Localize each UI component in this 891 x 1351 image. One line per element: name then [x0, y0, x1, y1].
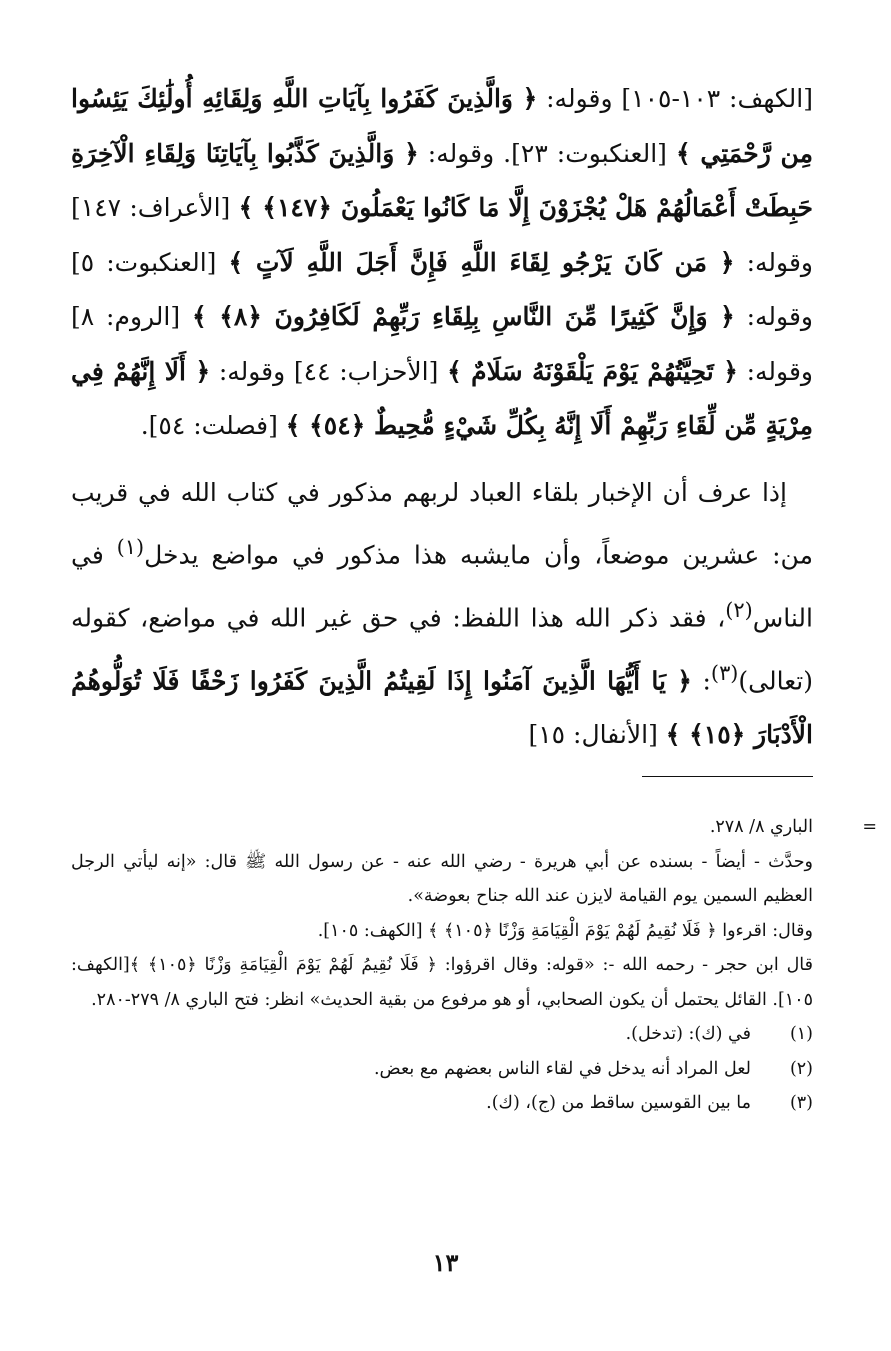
footnote-continuation-line: قال ابن حجر - رحمه الله -: «قوله: وقال اقرؤوا: ﴿ فَلَا نُقِيمُ لَهُمْ يَوْمَ الْقِيَامَةِ وَزْنًا ﴿١٠٥﴾ ﴾[الكهف: ١٠٥]. القائل يحتمل أن يكون الصحابي، أو هو مرفوع من بقية الحديث» انظر: فتح الباري ٨/ ٢٧٩-٢٨٠. — [71, 955, 813, 1010]
footnote-3 — [71, 1086, 813, 1121]
paragraph-1 — [71, 72, 813, 454]
footnote-2 — [71, 1052, 813, 1087]
footnote-continuation-line: وقال: اقرءوا ﴿ فَلَا نُقِيمُ لَهُمْ يَوْمَ الْقِيَامَةِ وَزْنًا ﴿١٠٥﴾ ﴾ [الكهف: ١٠٥]. — [317, 920, 813, 941]
page-number: ١٣ — [432, 1248, 459, 1277]
text-run: [الأعراف: ١٤٧] وقوله: — [71, 193, 813, 277]
quran-verse: ﴿ تَحِيَّتُهُمْ يَوْمَ يَلْقَوْنَهُ سَلَامٌ ﴾ — [447, 356, 738, 386]
paragraph-2 — [71, 466, 813, 763]
footnotes — [71, 810, 877, 1121]
footnote-ref: (١) — [116, 535, 145, 559]
text-run: [الروم: ٨] وقوله: — [71, 302, 813, 386]
text-run: في الناس — [71, 540, 813, 633]
footnote-text: لعل المراد أنه يدخل في لقاء الناس بعضهم مع بعض. — [373, 1058, 751, 1079]
text-run: [الأنفال: ١٥] — [528, 720, 666, 750]
footnote-number: (٣) — [789, 1093, 813, 1113]
quran-verse: ﴿ وَإِنَّ كَثِيرًا مِّنَ النَّاسِ بِلِقَاءِ رَبِّهِمْ لَكَافِرُونَ ﴿٨﴾ ﴾ — [191, 302, 735, 331]
footnote-ref: (٢) — [725, 597, 753, 622]
text-run: [فصلت: ٥٤]. — [140, 411, 286, 440]
text-run: إذا عرف أن الإخبار بلقاء العباد لربهم مذكور في كتاب الله في قريب من: عشرين موضعاً، وأن مايشبه هذا مذكور في مواضع يدخل — [71, 477, 813, 570]
quran-verse: ﴿ مَن كَانَ يَرْجُو لِقَاءَ اللَّهِ فَإِنَّ أَجَلَ اللَّهِ لَآتٍ ﴾ — [228, 247, 735, 277]
text-run: : — [691, 665, 711, 695]
quran-verse: ﴿ أَلَا إِنَّهُمْ فِي مِرْيَةٍ مِّن لِّقَاءِ رَبِّهِمْ أَلَا إِنَّهُ بِكُلِّ شَيْءٍ مُّحِيطٌ ﴿٥٤﴾ ﴾ — [71, 356, 813, 440]
text-run: [الأحزاب: ٤٤] وقوله: — [210, 356, 448, 386]
text-run: [العنكبوت: ٢٣]. وقوله: — [418, 138, 676, 168]
footnote-continuation-line: الباري ٨/ ٢٧٨. — [709, 817, 813, 837]
quran-verse: ﴿ وَالَّذِينَ كَذَّبُوا بِآيَاتِنَا وَلِقَاءِ الْآخِرَةِ حَبِطَتْ أَعْمَالُهُمْ هَلْ يُجْزَوْنَ إِلَّا مَا كَانُوا يَعْمَلُونَ ﴿١٤٧﴾ ﴾ — [71, 138, 813, 222]
text-run: [الكهف: ١٠٣-١٠٥] وقوله: — [537, 84, 813, 113]
footnote-continuation-line: وحدَّث - أيضاً - بسنده عن أبي هريرة - رضي الله عنه - عن رسول الله ﷺ قال: «إنه ليأتي الرجل العظيم السمين يوم القيامة لايزن عند الله جناح بعوضة». — [71, 851, 813, 906]
quran-verse: ﴿ يَا أَيُّهَا الَّذِينَ آمَنُوا إِذَا لَقِيتُمُ الَّذِينَ كَفَرُوا زَحْفًا فَلَا تُوَلُّوهُمُ الْأَدْبَارَ ﴿١٥﴾ ﴾ — [71, 665, 813, 750]
footnote-separator — [642, 776, 813, 777]
quran-verse: ﴿ وَالَّذِينَ كَفَرُوا بِآيَاتِ اللَّهِ وَلِقَائِهِ أُولَٰئِكَ يَئِسُوا مِن رَّحْمَتِي ﴾ — [71, 84, 813, 168]
footnote-ref: (٣) — [710, 660, 739, 685]
footnote-number: (٢) — [789, 1058, 813, 1079]
text-run: ، فقد ذكر الله هذا اللفظ: في حق غير الله في مواضع، كقوله (تعالى) — [71, 603, 813, 695]
continuation-mark: = — [862, 817, 877, 837]
footnote-text: في (ك): (تدخل). — [625, 1024, 751, 1044]
main-text — [71, 72, 813, 763]
footnote-continuation — [71, 810, 877, 1017]
footnote-1 — [71, 1017, 813, 1052]
text-run: [العنكبوت: ٥] وقوله: — [71, 247, 813, 331]
footnote-number: (١) — [789, 1024, 813, 1044]
footnote-text: ما بين القوسين ساقط من (ج)، (ك). — [486, 1093, 751, 1113]
